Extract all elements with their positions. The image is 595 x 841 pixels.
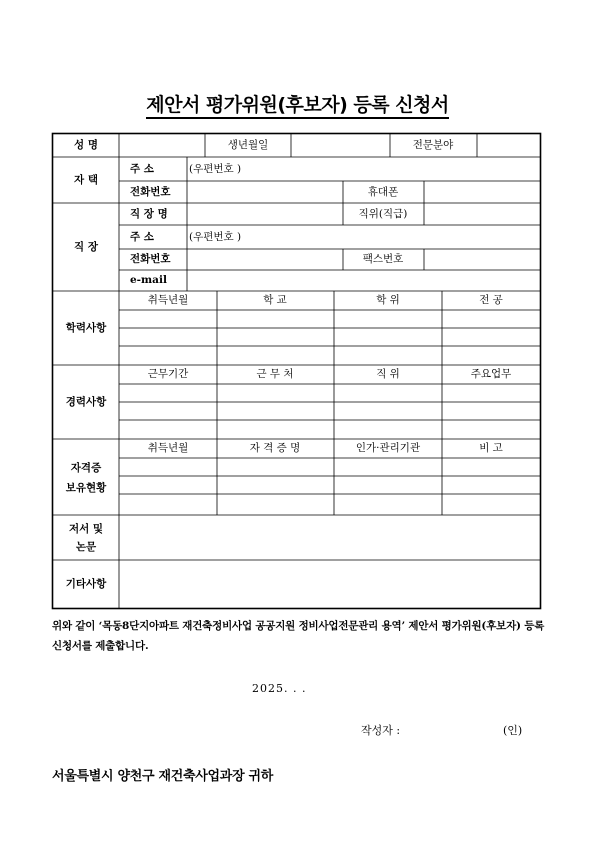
home-label: 자 택 [74,174,98,186]
work-address-label: 주 소 [130,231,154,243]
form-title: 제안서 평가위원(후보자) 등록 신청서 [0,90,595,117]
declaration-text: 위와 같이 ‘목동8단지아파트 재건축정비사업 공공지원 정비사업전문관리 용역’ 제안서 평가위원(후보자) 등록 신청서를 제출합니다. [52,620,545,652]
license-header-date: 취득년월 [147,442,189,454]
education-label: 학력사항 [65,322,107,334]
license-label-line2: 보유현황 [65,482,107,494]
publications-label-line2: 논문 [75,541,97,553]
education-header-degree: 학 위 [376,294,400,306]
education-header-major: 전 공 [479,294,503,306]
license-label-line1: 자격증 [70,462,102,474]
home-address-label: 주 소 [130,163,154,175]
license-header-agency: 인가·관리기관 [355,442,421,454]
addressee: 서울특별시 양천구 재건축사업과장 귀하 [52,769,274,784]
work-postal-hint: (우편번호 ) [189,231,242,243]
seal-mark: (인) [503,724,523,737]
home-phone-label: 전화번호 [130,186,171,198]
career-header-workplace: 근 무 처 [256,368,294,380]
education-header-date: 취득년월 [147,294,189,306]
fax-label: 팩스번호 [362,253,404,265]
name-label: 성 명 [74,139,98,151]
career-header-duties: 주요업무 [470,368,512,380]
submission-date: 2025. . . [252,682,307,695]
career-label: 경력사항 [65,396,107,408]
specialty-label: 전문분야 [412,139,454,151]
license-header-remarks: 비 고 [479,442,503,454]
license-header-name: 자 격 증 명 [249,442,301,454]
career-header-period: 근무기간 [147,368,189,380]
career-header-position: 직 위 [376,368,400,380]
birth-date-label: 생년월일 [227,139,269,151]
position-label: 직위(직급) [358,208,408,220]
education-header-school: 학 교 [263,294,287,306]
home-postal-hint: (우편번호 ) [189,163,242,175]
email-label: e-mail [130,274,167,286]
writer-label: 작성자 : [361,724,401,737]
work-phone-label: 전화번호 [130,253,171,265]
mobile-label: 휴대폰 [367,186,399,198]
work-label: 직 장 [74,241,98,253]
company-name-label: 직 장 명 [130,208,168,220]
other-label: 기타사항 [65,578,107,590]
publications-label-line1: 저서 및 [68,523,104,535]
